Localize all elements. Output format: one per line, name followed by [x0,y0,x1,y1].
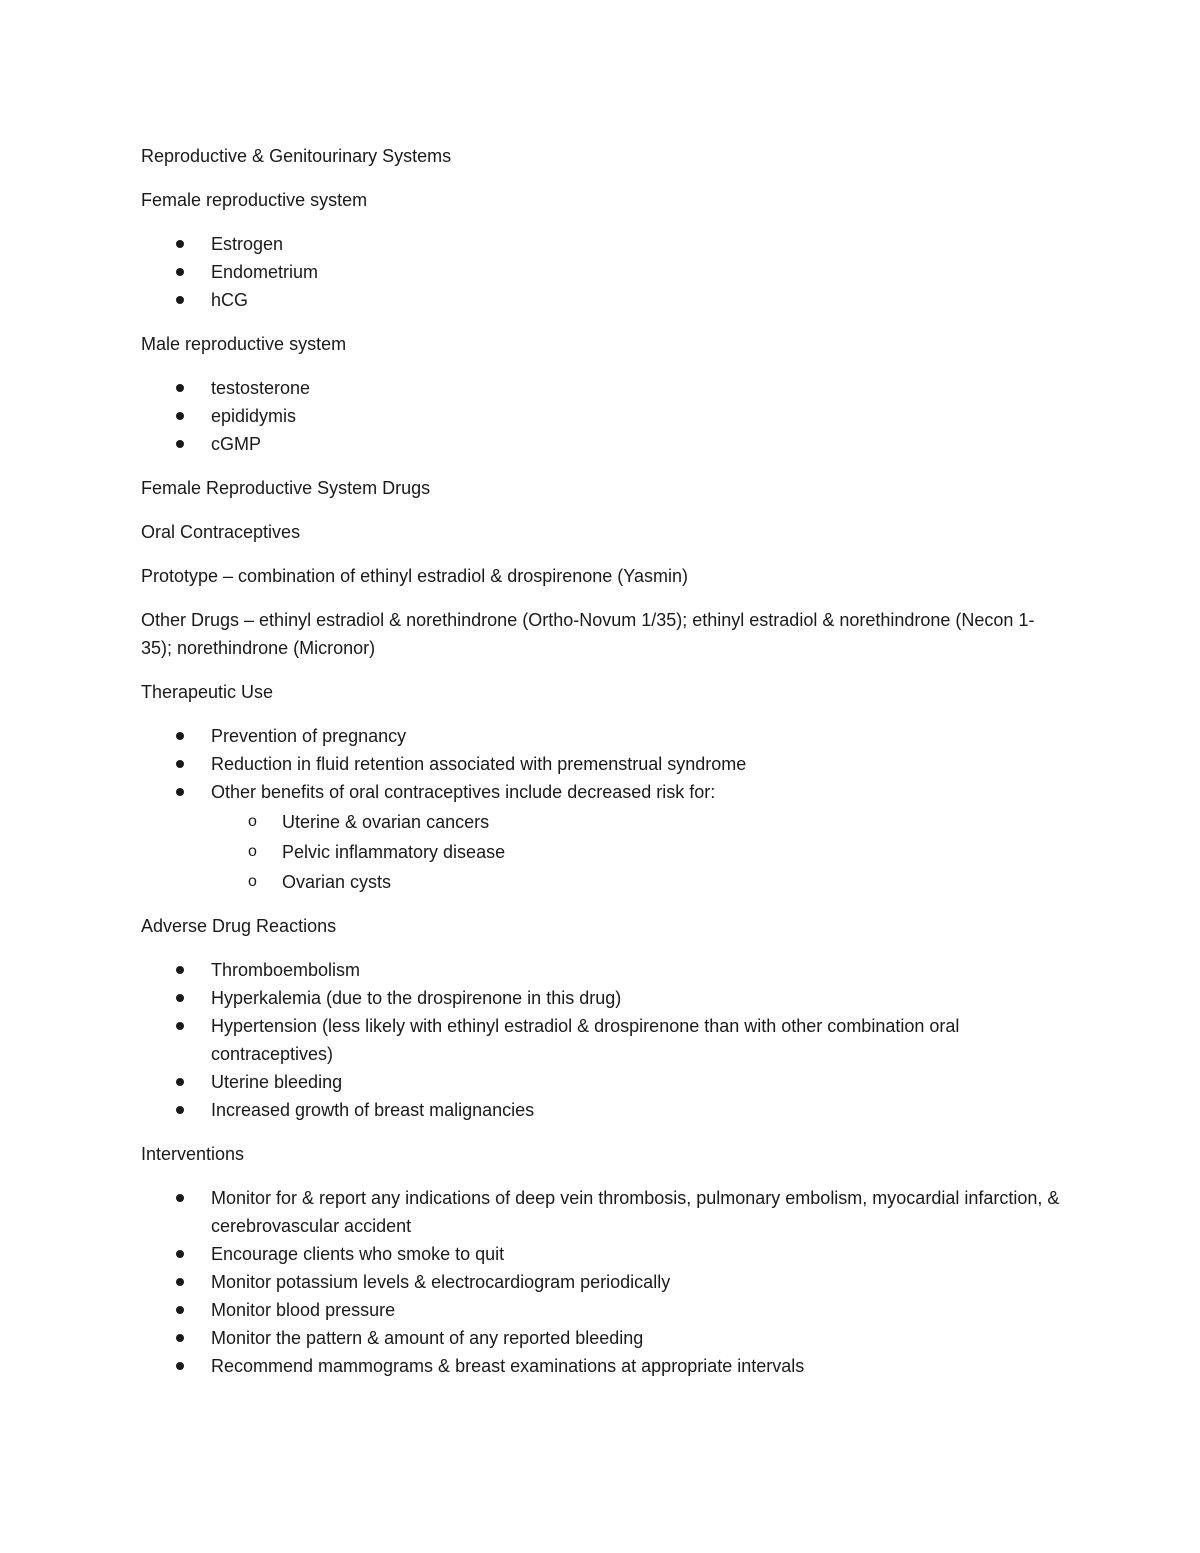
male-system-list [141,374,1061,458]
bullet-icon [176,1306,184,1314]
bullet-icon [176,384,184,392]
sub-list-item: o Uterine & ovarian cancers [211,808,1061,836]
bullet-icon [176,994,184,1002]
therapeutic-use-heading: Therapeutic Use [141,682,274,702]
female-system-heading: Female reproductive system [141,190,368,210]
bullet-icon [176,1250,184,1258]
page-title: Reproductive & Genitourinary Systems [141,146,452,166]
bullet-icon [176,1278,184,1286]
bullet-icon [176,760,184,768]
circle-bullet-icon: o [248,813,257,830]
list-item: Monitor blood pressure [141,1296,1061,1324]
sub-list-item: o Pelvic inflammatory disease [211,838,1061,866]
bullet-icon [176,788,184,796]
list-item: Reduction in fluid retention associated with premenstrual syndrome [141,750,1061,778]
list-item: Monitor the pattern & amount of any reported bleeding [141,1324,1061,1352]
list-item: Other benefits of oral contraceptives include decreased risk for: o Uterine & ovarian cancers o Pelvic inflammatory disease o Ovarian cysts [141,778,1061,896]
sub-list-item: o Ovarian cysts [211,868,1061,896]
list-item: Estrogen [141,230,1061,258]
benefits-sublist [211,808,1061,896]
drugs-heading: Female Reproductive System Drugs [141,478,431,498]
adverse-reactions-list [141,956,1061,1124]
bullet-icon [176,966,184,974]
other-drugs-paragraph: Other Drugs – ethinyl estradiol & norethindrone (Ortho-Novum 1/35); ethinyl estradiol & norethindrone (Necon 1-35); norethindrone (Micronor) [141,610,1035,658]
adverse-reactions-heading: Adverse Drug Reactions [141,916,337,936]
bullet-icon [176,1194,184,1202]
bullet-icon [176,732,184,740]
bullet-icon [176,1334,184,1342]
list-item: Prevention of pregnancy [141,722,1061,750]
bullet-icon [176,240,184,248]
list-item: Uterine bleeding [141,1068,1061,1096]
interventions-heading: Interventions [141,1144,245,1164]
list-item: Hyperkalemia (due to the drospirenone in this drug) [141,984,1061,1012]
bullet-icon [176,1362,184,1370]
list-item: epididymis [141,402,1061,430]
bullet-icon [176,440,184,448]
circle-bullet-icon: o [248,843,257,860]
bullet-icon [176,296,184,304]
oral-contraceptives-heading: Oral Contraceptives [141,522,301,542]
male-system-heading: Male reproductive system [141,334,347,354]
therapeutic-use-list [141,722,1061,896]
list-item: Thromboembolism [141,956,1061,984]
bullet-icon [176,412,184,420]
circle-bullet-icon: o [248,873,257,890]
list-item: cGMP [141,430,1061,458]
list-item: Increased growth of breast malignancies [141,1096,1061,1124]
prototype-paragraph: Prototype – combination of ethinyl estradiol & drospirenone (Yasmin) [141,566,688,586]
list-item: Monitor potassium levels & electrocardiogram periodically [141,1268,1061,1296]
bullet-icon [176,268,184,276]
bullet-icon [176,1106,184,1114]
list-item: hCG [141,286,1061,314]
document-body [141,142,1061,1396]
list-item: testosterone [141,374,1061,402]
list-item: Recommend mammograms & breast examinations at appropriate intervals [141,1352,1061,1380]
list-item: Endometrium [141,258,1061,286]
list-item: Monitor for & report any indications of deep vein thrombosis, pulmonary embolism, myocardial infarction, & cerebrovascular accident [141,1184,1061,1240]
bullet-icon [176,1078,184,1086]
female-system-list [141,230,1061,314]
list-item: Encourage clients who smoke to quit [141,1240,1061,1268]
bullet-icon [176,1022,184,1030]
list-item: Hypertension (less likely with ethinyl estradiol & drospirenone than with other combination oral contraceptives) [141,1012,1061,1068]
interventions-list [141,1184,1061,1380]
